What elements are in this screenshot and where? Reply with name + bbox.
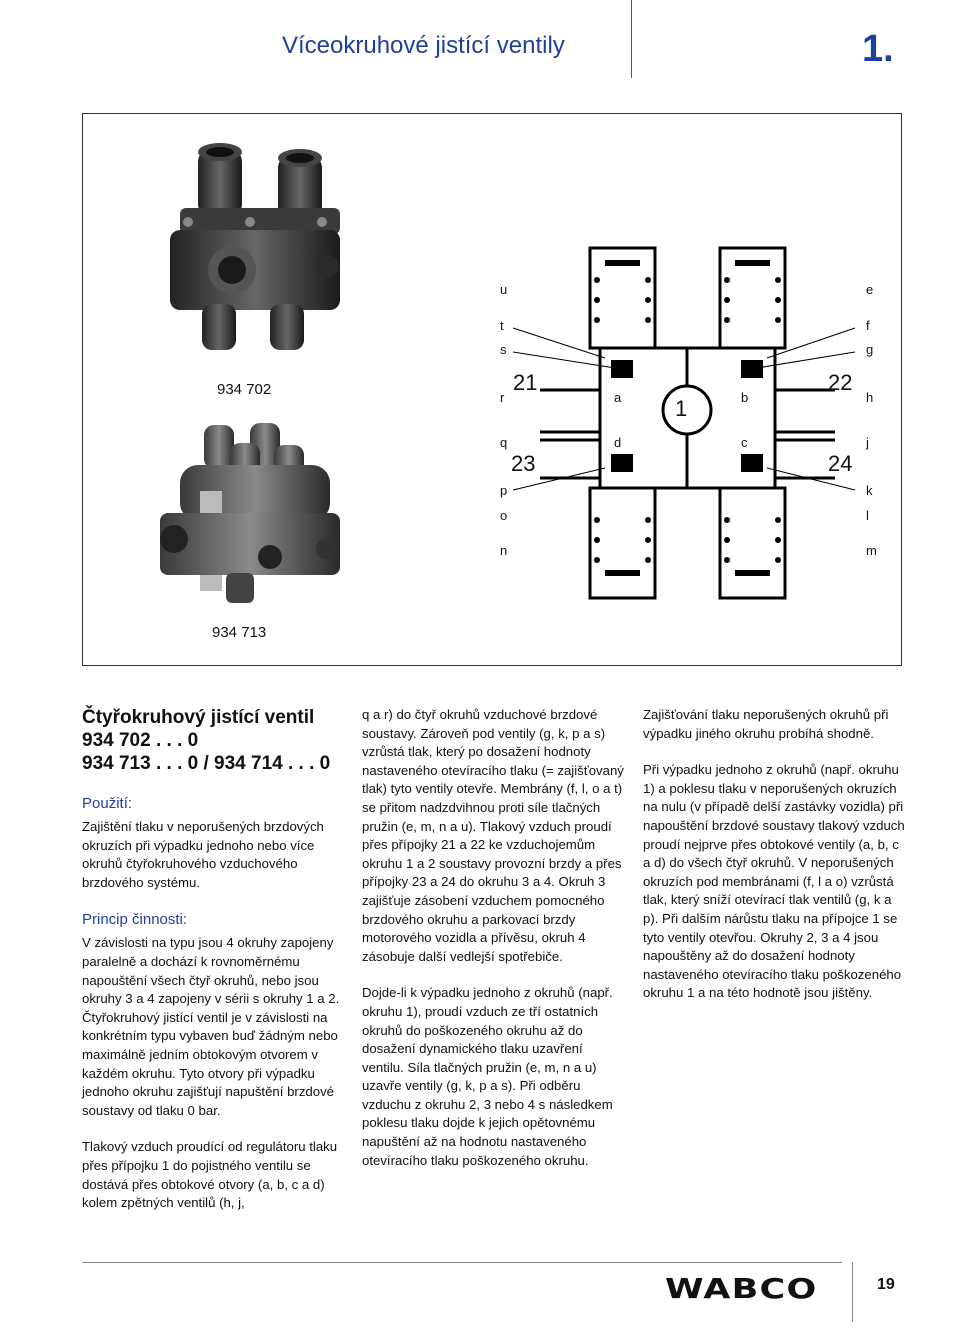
right-paragraph-1: Zajišťování tlaku neporušených okruhů při výpadku jiného okruhu probíhá shodně. <box>643 707 889 741</box>
photo-label-934702: 934 702 <box>217 381 272 398</box>
usage-text: Zajištění tlaku v neporušených brzdových okruzích při výpadku jednoho nebo více okruhů čtyřokruhového vzduchového brzdového systému. <box>82 819 324 890</box>
principle-heading: Princip činnosti: <box>82 911 188 929</box>
diagram-label: m <box>866 543 877 558</box>
footer-divider <box>82 1262 842 1263</box>
diagram-label: k <box>866 483 873 498</box>
principle-text: V závislosti na typu jsou 4 okruhy zapojeny paralelně a dochází k rovnoměrnému napouštění všech čtyř okruhů, nebo jsou okruhy 3 a 4 zapojeny v sérii s okruhy 1 a 2. Čtyřokruhový jistící ventil je v závislosti na konkrétním typu vybaven buď žádným nebo maximálně jedním obtokovým otvorem v každém okruhu. Tyto otvory při výpadku jednoho okruhu zajišťují napuštění brzdové soustavy od tlaku 0 bar. <box>82 935 340 1118</box>
middle-paragraph-2: Dojde-li k výpadku jednoho z okruhů (např. okruhu 1), proudí vzduch ze tří ostatních okruhů do poškozeného okruhu až do dosažení dynamického tlaku uzavření ventilu. Síla tlačných pružin (e, m, n a u) uzavře ventily (g, k, p a s). Při odběru vzduchu z okruhu 2, 3 nebo 4 s následkem poklesu tlaku dojde k jejich opětovnému napuštění až na hodnotu nastaveného otevíracího tlaku poškozeného okruhu. <box>362 985 613 1168</box>
product-title-line: 934 713 . . . 0 / 934 714 . . . 0 <box>82 753 331 774</box>
right-paragraph-2: Při výpadku jednoho z okruhů (např. okruhu 1) a poklesu tlaku v neporušených okruzích na nulu (v případě delší zastávky vozidla) při napouštění brzdové soustavy tlakový vzduch proudí nejprve přes obtokové ventily (a, b, c a d) do všech čtyř okruhů. V neporušených okruzích pod membránami (f, l a o) vzrůstá tlak, který sníží otevírací tlak ventilů (g, k a p). Při dalším nárůstu tlaku na přípojce 1 se tyto ventily otevřou. Okruhy 2, 3 a 4 jsou napouštěny až do dosažení hodnoty nastaveného otevíracího tlaku poškozeného okruhu 1 a na této hodnotě jsou jištěny. <box>643 762 905 1001</box>
valve-cross-section-diagram <box>505 240 865 620</box>
diagram-label: s <box>500 342 507 357</box>
port-24-label: 24 <box>828 451 853 476</box>
valve-letter: c <box>741 435 748 450</box>
left-column <box>82 794 347 1231</box>
diagram-label: r <box>500 390 505 405</box>
valve-photo-934713 <box>140 415 350 615</box>
diagram-label: j <box>866 435 869 450</box>
product-title-line: 934 702 . . . 0 <box>82 730 199 751</box>
port-1-label: 1 <box>675 396 688 421</box>
valve-letter: a <box>614 390 622 405</box>
valve-letter: d <box>614 435 622 450</box>
photo-label-934713: 934 713 <box>212 624 267 641</box>
diagram-label: o <box>500 508 508 523</box>
port-21-label: 21 <box>513 370 538 395</box>
chapter-number: 1. <box>862 28 894 70</box>
diagram-label: g <box>866 342 874 357</box>
diagram-label: l <box>866 508 869 523</box>
left-paragraph-3: Tlakový vzduch proudící od regulátoru tlaku přes přípojku 1 do pojistného ventilu se dostává přes obtokové otvory (a, b, c a d) kolem zpětných ventilů (h, j, <box>82 1139 338 1211</box>
usage-heading: Použití: <box>82 795 133 812</box>
valve-photo-934702 <box>150 138 350 358</box>
middle-column <box>362 706 624 1188</box>
diagram-label: h <box>866 390 874 405</box>
footer-vertical-divider <box>852 1262 853 1322</box>
port-22-label: 22 <box>828 370 853 395</box>
wabco-logo: WABCO <box>665 1272 818 1305</box>
diagram-label: n <box>500 543 508 558</box>
diagram-label: p <box>500 483 508 498</box>
diagram-label: e <box>866 282 874 297</box>
middle-paragraph-1: q a r) do čtyř okruhů vzduchové brzdové soustavy. Zároveň pod ventily (g, k, p a s) vzrůstá tlak, který po dosažení hodnoty nastaveného otevíracího tlaku (= zajišťovaný tlak) tyto ventily otevře. Membrány (f, l, o a t) se přitom nadzdvihnou proti síle tlačných pružin (e, m, n a u). Tlakový vzduch proudí přes přípojky 21 a 22 ke vzduchojemům okruhu 1 a 2 soustavy provozní brzdy a přes přípojky 23 a 24 do okruhu 3 a 4. Okruh 3 zajišťuje zásobení vzduchem pomocného brzdového okruhu a parkovací brzdy motorového vozidla a přívěsu, okruh 4 zásobuje další vedlejší spotřebiče. <box>362 707 624 964</box>
diagram-label: q <box>500 435 508 450</box>
diagram-label: f <box>866 318 870 333</box>
product-title-line: Čtyřokruhový jistící ventil <box>82 707 315 728</box>
header-divider <box>631 0 632 78</box>
page-title: Víceokruhové jistící ventily <box>282 32 565 59</box>
diagram-label: u <box>500 282 508 297</box>
diagram-label: t <box>500 318 504 333</box>
product-title <box>82 706 330 775</box>
valve-letter: b <box>741 390 749 405</box>
port-23-label: 23 <box>511 451 536 476</box>
right-column <box>643 706 905 1021</box>
page-number: 19 <box>877 1276 895 1293</box>
